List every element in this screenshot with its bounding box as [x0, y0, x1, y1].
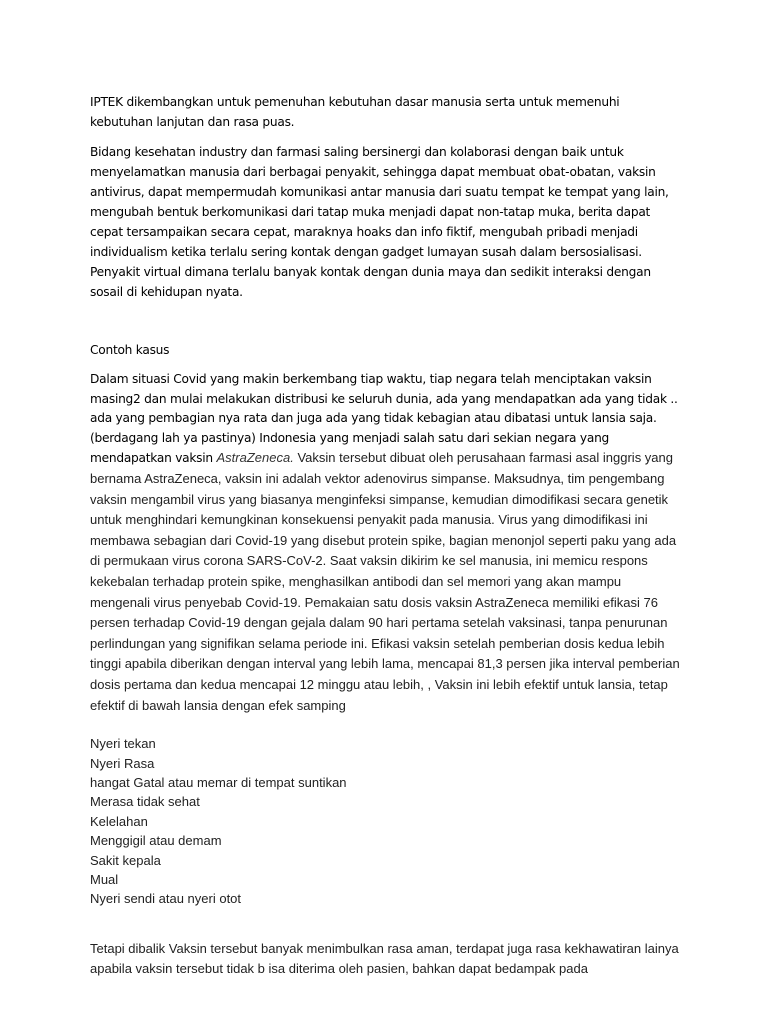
paragraph-iptek: IPTEK dikembangkan untuk pemenuhan kebutuhan dasar manusia serta untuk memenuhi kebutuhan lanjutan dan rasa puas.	[90, 95, 620, 129]
list-item: Mual	[90, 871, 119, 887]
list-item: Sakit kepala	[90, 852, 161, 868]
list-item: Nyeri Rasa	[90, 755, 155, 771]
side-effects-list	[90, 734, 680, 909]
list-item: Menggigil atau demam	[90, 833, 222, 849]
paragraph-health-industry: Bidang kesehatan industry dan farmasi saling bersinergi dan kolaborasi dengan baik untuk menyelamatkan manusia dari berbagai penyakit, sehingga dapat membuat obat-obatan, vaksin antivirus, dapat mempermudah komunikasi antar manusia dari suatu tempat ke tempat yang lain, mengubah bentuk berkomunikasi dari tatap muka menjadi dapat non-tatap muka, berita dapat cepat tersampaikan secara cepat, maraknya hoaks dan info fiktif, mengubah pribadi menjadi individualism ketika terlalu sering kontak dengan gadget lumayan susah dalam bersosialisasi. Penyakit virtual dimana terlalu banyak kontak dengan dunia maya dan sedikit interaksi dengan sosail di kehidupan nyata.	[90, 145, 669, 299]
closing-paragraph: Tetapi dibalik Vaksin tersebut banyak menimbulkan rasa aman, terdapat juga rasa kekhawatiran lainya apabila vaksin tersebut tidak b isa diterima oleh pasien, bahkan dapat bedampak pada	[90, 940, 679, 976]
case-intro-text: Dalam situasi Covid yang makin berkembang tiap waktu, tiap negara telah menciptakan vaksin masing2 dan mulai melakukan distribusi ke seluruh dunia, ada yang mendapatkan ada yang tidak .. ada yang pembagian nya rata dan juga ada yang tidak kebagian atau dibatasi untuk lansia saja. (berdagang lah ya pastinya) Indonesia yang menjadi salah satu dari sekian negara yang mendapatkan vaksin	[90, 372, 678, 466]
vaccine-name: AstraZeneca.	[216, 450, 294, 466]
case-body-text: Vaksin tersebut dibuat oleh perusahaan farmasi asal inggris yang bernama AstraZeneca, vaksin ini adalah vektor adenovirus simpanse. Maksudnya, tim pengembang vaksin mengambil virus yang biasanya menginfeksi simpanse, kemudian dimodifikasi secara genetik untuk menghindari kemungkinan konsekuensi penyakit pada manusia. Virus yang dimodifikasi ini membawa sebagian dari Covid-19 yang disebut protein spike, bagian menonjol seperti paku yang ada di permukaan virus corona SARS-CoV-2. Saat vaksin dikirim ke sel manusia, ini memicu respons kekebalan terhadap protein spike, menghasilkan antibodi dan sel memori yang akan mampu mengenali virus penyebab Covid-19. Pemakaian satu dosis vaksin AstraZeneca memiliki efikasi 76 persen terhadap Covid-19 dengan gejala dalam 90 hari pertama setelah vaksinasi, tanpa penurunan perlindungan yang signifikan selama periode ini. Efikasi vaksin setelah pemberian dosis kedua lebih tinggi apabila diberikan dengan interval yang lebih lama, mencapai 81,3 persen jika interval pemberian dosis pertama dan kedua mencapai 12 minggu atau lebih, , Vaksin ini lebih efektif untuk lansia, tetap efektif di bawah lansia dengan efek samping	[90, 450, 680, 713]
list-item: Merasa tidak sehat	[90, 794, 200, 810]
list-item: Kelelahan	[90, 813, 148, 829]
list-item: hangat Gatal atau memar di tempat suntikan	[90, 774, 347, 790]
list-item: Nyeri sendi atau nyeri otot	[90, 891, 242, 907]
list-item: Nyeri tekan	[90, 736, 156, 752]
document-body	[90, 92, 680, 979]
case-heading: Contoh kasus	[90, 343, 170, 357]
case-paragraph	[90, 370, 680, 716]
